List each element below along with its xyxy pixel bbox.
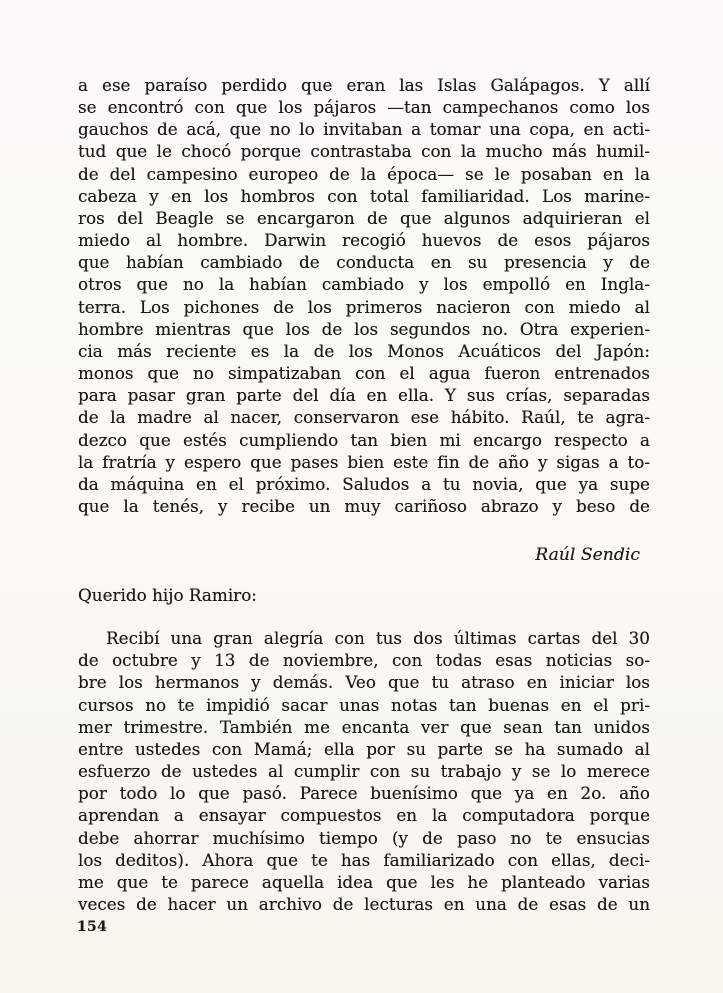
letter-opening-paragraph — [78, 627, 650, 915]
text-line: tud que le chocó porque contrastaba con la mucho más humil- — [78, 141, 650, 162]
text-line: debe ahorrar muchísimo tiempo (y de paso no te ensucias — [78, 827, 650, 848]
text-line: cabeza y en los hombros con total familiaridad. Los marine- — [78, 185, 650, 206]
text-line: cursos no te impidió sacar unas notas tan buenas en el pri- — [78, 694, 650, 715]
page-text-block — [78, 74, 650, 915]
text-line: que la tenés, y recibe un muy cariñoso abrazo y beso de — [78, 495, 650, 516]
text-line: los deditos). Ahora que te has familiarizado con ellas, deci- — [78, 849, 650, 870]
text-line: por todo lo que pasó. Parece buenísimo que ya en 2o. año — [78, 783, 650, 804]
text-line: bre los hermanos y demás. Veo que tu atraso en iniciar los — [78, 672, 650, 693]
text-line: se encontró con que los pájaros —tan campechanos como los — [78, 97, 650, 118]
text-line: otros que no la habían cambiado y los empolló en Ingla- — [78, 274, 650, 295]
text-line: gauchos de acá, que no lo invitaban a tomar una copa, en acti- — [78, 119, 650, 140]
text-line: hombre mientras que los de los segundos no. Otra experien- — [78, 318, 650, 339]
text-line: monos que no simpatizaban con el agua fueron entrenados — [78, 363, 650, 384]
text-line: me que te parece aquella idea que les he planteado varias — [78, 871, 650, 892]
text-line: dezco que estés cumpliendo tan bien mi encargo respecto a — [78, 429, 650, 450]
text-line: que habían cambiado de conducta en su presencia y de — [78, 252, 650, 273]
text-line: esfuerzo de ustedes al cumplir con su trabajo y se lo merece — [78, 761, 650, 782]
text-line: de octubre y 13 de noviembre, con todas esas noticias so- — [78, 650, 650, 671]
text-line: mer trimestre. También me encanta ver que sean tan unidos — [78, 716, 650, 737]
text-line: la fratría y espero que pases bien este fin de año y sigas a to- — [78, 451, 650, 472]
letter-closing-paragraph — [78, 74, 650, 517]
text-line: para pasar gran parte del día en ella. Y sus crías, separadas — [78, 385, 650, 406]
text-line: da máquina en el próximo. Saludos a tu novia, que ya supe — [78, 473, 650, 494]
letter-salutation: Querido hijo Ramiro: — [78, 585, 257, 606]
text-line: entre ustedes con Mamá; ella por su parte se ha sumado al — [78, 738, 650, 759]
text-line: terra. Los pichones de los primeros nacieron con miedo al — [78, 296, 650, 317]
text-line: Recibí una gran alegría con tus dos últimas cartas del 30 — [106, 628, 650, 649]
text-line: de del campesino europeo de la época— se le posaban en la — [78, 163, 650, 184]
text-line: cia más reciente es la de los Monos Acuáticos del Japón: — [78, 340, 650, 361]
text-line: veces de hacer un archivo de lecturas en una de esas de un — [78, 894, 650, 914]
text-line: miedo al hombre. Darwin recogió huevos de esos pájaros — [78, 230, 650, 251]
text-line: de la madre al nacer, conservaron ese hábito. Raúl, te agra- — [78, 407, 650, 428]
page-number: 154 — [77, 919, 108, 935]
text-line: ros del Beagle se encargaron de que algunos adquirieran el — [78, 207, 650, 228]
text-line: aprendan a ensayar compuestos en la computadora porque — [78, 805, 650, 826]
letter-signature: Raúl Sendic — [535, 545, 640, 566]
text-line: a ese paraíso perdido que eran las Islas Galápagos. Y allí — [78, 75, 650, 95]
